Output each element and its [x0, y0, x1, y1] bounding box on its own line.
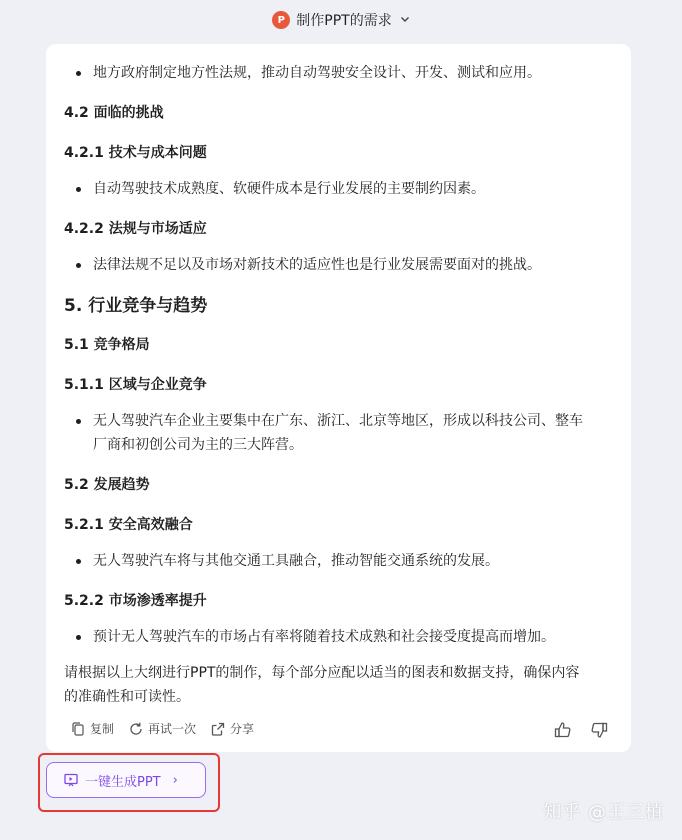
heading-5-2-1: 5.2.1 安全高效融合: [64, 517, 193, 533]
heading-4-2-2: 4.2.2 法规与市场适应: [64, 221, 207, 237]
message-actions: [70, 720, 254, 737]
generate-ppt-label: 一键生成PPT: [85, 774, 161, 790]
heading-4-2: 4.2 面临的挑战: [64, 105, 164, 121]
list-item: 法律法规不足以及市场对新技术的适应性也是行业发展需要面对的挑战。: [64, 253, 541, 277]
list-item: [64, 409, 583, 457]
list-item: 地方政府制定地方性法规，推动自动驾驶安全设计、开发、测试和应用。: [64, 61, 541, 85]
list-item: 预计无人驾驶汽车的市场占有率将随着技术成熟和社会接受度提高而增加。: [64, 625, 555, 649]
retry-label: 再试一次: [148, 722, 197, 736]
heading-5-1: 5.1 竞争格局: [64, 337, 150, 353]
thumbs-down-icon[interactable]: [589, 720, 609, 740]
share-button[interactable]: [210, 720, 254, 737]
presentation-icon: [63, 772, 79, 788]
closing-paragraph: [64, 661, 579, 709]
list-item: 无人驾驶汽车将与其他交通工具融合，推动智能交通系统的发展。: [64, 549, 499, 573]
list-item: 自动驾驶技术成熟度、软硬件成本是行业发展的主要制约因素。: [64, 177, 485, 201]
heading-5-2-2: 5.2.2 市场渗透率提升: [64, 593, 207, 609]
closing-line: 请根据以上大纲进行PPT的制作，每个部分应配以适当的图表和数据支持，确保内容: [64, 665, 580, 681]
generate-ppt-button[interactable]: [46, 762, 206, 798]
chevron-right-icon: ›: [172, 772, 178, 788]
thumbs-up-icon[interactable]: [553, 720, 573, 740]
conversation-title-bar[interactable]: [0, 0, 682, 40]
heading-4-2-1: 4.2.1 技术与成本问题: [64, 145, 207, 161]
heading-5: 5. 行业竞争与趋势: [64, 296, 208, 316]
closing-line: 的准确性和可读性。: [64, 689, 190, 705]
feedback-buttons: [553, 720, 609, 740]
list-item-line: 厂商和初创公司为主的三大阵营。: [93, 437, 303, 453]
share-icon: [210, 721, 226, 737]
watermark: 知乎 @王三植: [543, 802, 664, 823]
heading-5-1-1: 5.1.1 区域与企业竞争: [64, 377, 207, 393]
chevron-down-icon[interactable]: [400, 14, 410, 27]
ppt-app-icon: P: [272, 11, 290, 29]
heading-5-2: 5.2 发展趋势: [64, 477, 150, 493]
list-item-line: 无人驾驶汽车企业主要集中在广东、浙江、北京等地区，形成以科技公司、整车: [93, 413, 583, 429]
conversation-title[interactable]: 制作PPT的需求: [296, 13, 392, 29]
copy-label: 复制: [90, 722, 115, 736]
share-label: 分享: [230, 722, 255, 736]
retry-button[interactable]: [128, 720, 196, 737]
refresh-icon: [128, 721, 144, 737]
response-card: [46, 44, 631, 752]
copy-button[interactable]: [70, 720, 114, 737]
copy-icon: [70, 721, 86, 737]
